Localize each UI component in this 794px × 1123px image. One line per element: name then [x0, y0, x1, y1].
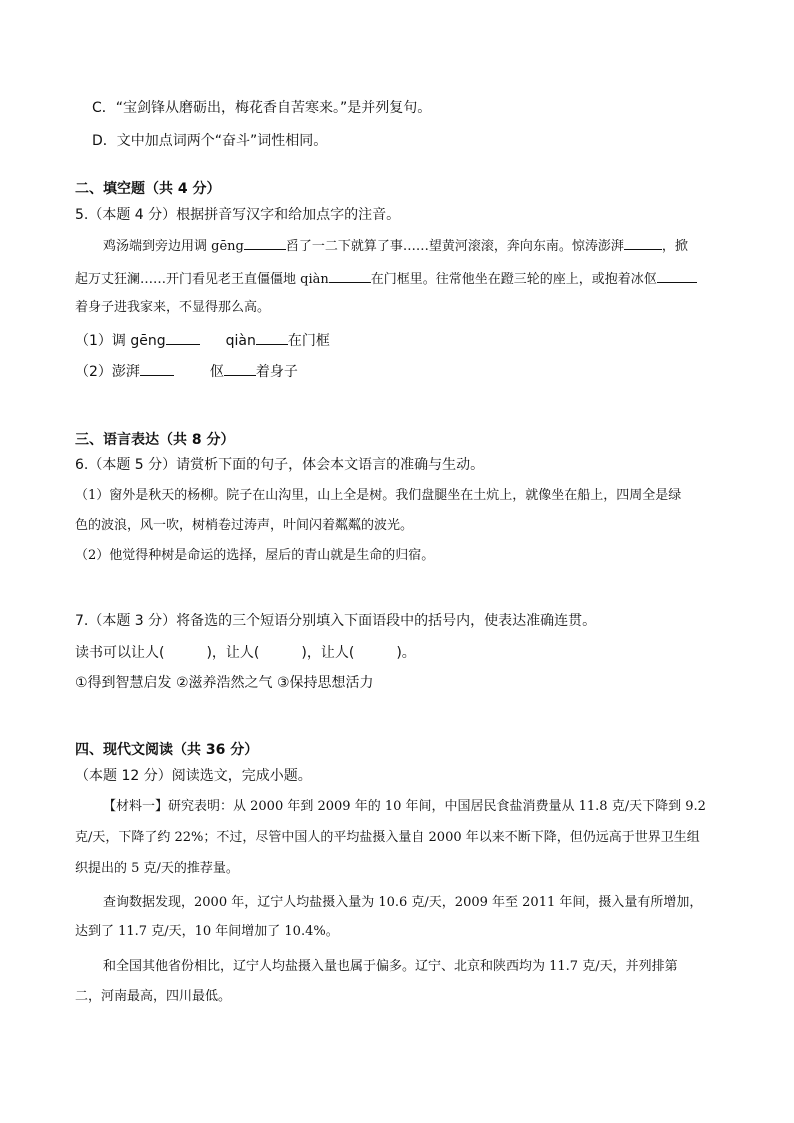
- q6-sentence-1-line-2: 色的波浪，风一吹，树梢卷过涛声，叶间闪着粼粼的波光。: [75, 518, 414, 533]
- question-5-stem: 5.（本题 4 分）根据拼音写汉字和给加点字的注音。: [75, 207, 401, 223]
- answer-blank[interactable]: [166, 330, 200, 345]
- material-1-line-3: 织提出的 5 克/天的推荐量。: [75, 861, 239, 876]
- q5-answer-row-1: （1）调 gēng qiàn 在门框: [75, 330, 330, 351]
- paragraph-2-line-2: 达到了 11.7 克/天，10 年间增加了 10.4%。: [75, 924, 339, 939]
- section-4-heading: 四、现代文阅读（共 36 分）: [75, 742, 259, 758]
- answer-blank[interactable]: [256, 330, 288, 345]
- fill-blank[interactable]: [657, 268, 697, 283]
- fill-blank[interactable]: [329, 268, 371, 283]
- fill-blank[interactable]: [244, 235, 286, 250]
- material-1-line-2: 克/天，下降了约 22%；不过，尽管中国人的平均盐摄入量自 2000 年以来不断下降，但仍远高于世界卫生组: [75, 830, 700, 845]
- section-3-heading: 三、语言表达（共 8 分）: [75, 432, 235, 448]
- option-c: C．“宝剑锋从磨砺出，梅花香自苦寒来。”是并列复句。: [92, 100, 432, 116]
- answer-blank[interactable]: [224, 361, 256, 376]
- fill-blank[interactable]: [624, 235, 662, 250]
- question-7-stem: 7.（本题 3 分）将备选的三个短语分别填入下面语段中的括号内，使表达准确连贯。: [75, 613, 597, 629]
- q7-options: ①得到智慧启发 ②滋养浩然之气 ③保持思想活力: [75, 675, 374, 691]
- option-d: D．文中加点词两个“奋斗”词性相同。: [92, 133, 328, 149]
- material-1-line-1: 【材料一】研究表明：从 2000 年到 2009 年的 10 年间，中国居民食盐消费量从 11.8 克/天下降到 9.2: [103, 799, 706, 814]
- q7-sentence: 读书可以让人( )，让人( )，让人( )。: [75, 645, 416, 661]
- q5-passage-line-2: 起万丈狂澜……开门看见老王直僵僵地 qiàn 在门框里。往常他坐在蹬三轮的座上，或抱着冰伛: [75, 268, 697, 290]
- section-4-intro: （本题 12 分）阅读选文，完成小题。: [75, 768, 312, 784]
- q5-answer-row-2: （2）澎湃 伛 着身子: [75, 361, 298, 382]
- paragraph-3-line-2: 二，河南最高，四川最低。: [75, 989, 232, 1004]
- paragraph-2-line-1: 查询数据发现，2000 年，辽宁人均盐摄入量为 10.6 克/天，2009 年至 2011 年间，摄入量有所增加，: [103, 895, 703, 910]
- q5-passage-line-1: 鸡汤端到旁边用调 gēng 舀了一二下就算了事……望黄河滚滚，奔向东南。惊涛澎湃 ，掀: [103, 235, 688, 257]
- section-2-heading: 二、填空题（共 4 分）: [75, 181, 221, 197]
- question-6-stem: 6.（本题 5 分）请赏析下面的句子，体会本文语言的准确与生动。: [75, 457, 485, 473]
- q5-passage-line-3: 着身子进我家来，不显得那么高。: [75, 300, 271, 315]
- q6-sentence-2: （2）他觉得种树是命运的选择，屋后的青山就是生命的归宿。: [75, 548, 435, 563]
- q6-sentence-1-line-1: （1）窗外是秋天的杨柳。院子在山沟里，山上全是树。我们盘腿坐在土炕上，就像坐在船上，四周全是绿: [75, 488, 682, 503]
- paragraph-3-line-1: 和全国其他省份相比，辽宁人均盐摄入量也属于偏多。辽宁、北京和陕西均为 11.7 克/天，并列排第: [103, 959, 678, 974]
- answer-blank[interactable]: [140, 361, 174, 376]
